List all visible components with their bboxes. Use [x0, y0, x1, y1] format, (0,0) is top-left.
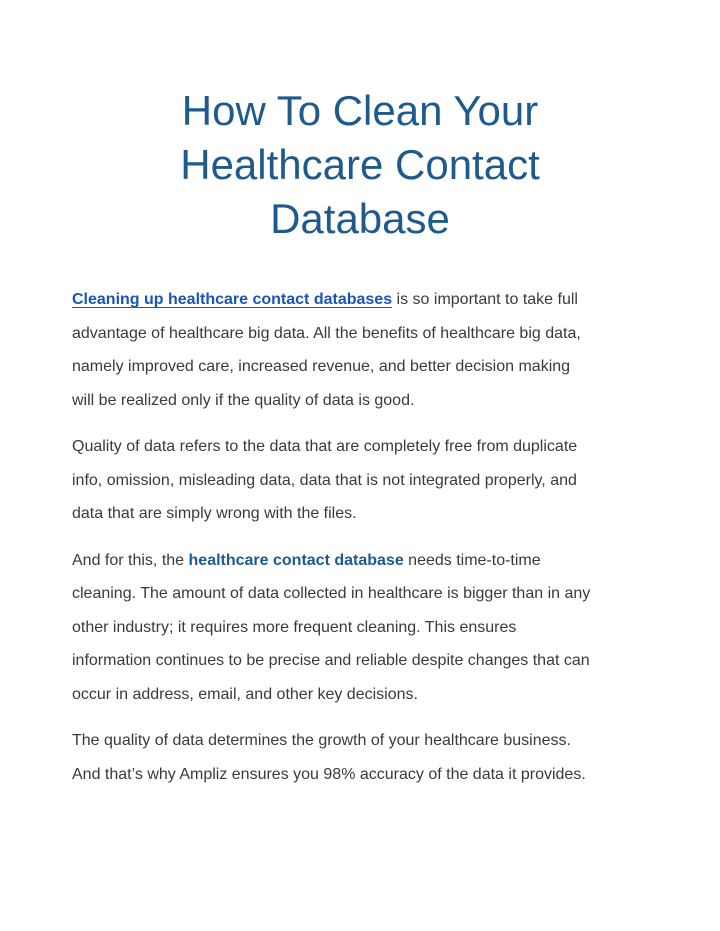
- healthcare-contact-database-emphasis: healthcare contact database: [188, 551, 404, 569]
- text-line: [72, 544, 672, 578]
- text-segment: And for this, the: [72, 551, 189, 569]
- text-line: advantage of healthcare big data. All the benefits of healthcare big data,: [72, 324, 581, 342]
- page-title: [0, 84, 720, 246]
- text-line: info, omission, misleading data, data that is not integrated properly, and: [72, 471, 577, 489]
- paragraph-3: [72, 544, 672, 712]
- text-line: other industry; it requires more frequent cleaning. This ensures: [72, 618, 517, 636]
- paragraph-4: [72, 724, 672, 791]
- text-segment: needs time-to-time: [403, 551, 541, 569]
- healthcare-database-cleaning-link[interactable]: Cleaning up healthcare contact databases: [72, 291, 393, 308]
- text-segment: is so important to take full: [392, 291, 578, 308]
- text-line: information continues to be precise and reliable despite changes that can: [72, 652, 590, 669]
- title-line: How To Clean Your: [181, 87, 539, 134]
- text-line: will be realized only if the quality of data is good.: [72, 391, 415, 409]
- text-line: occur in address, email, and other key decisions.: [72, 685, 418, 703]
- title-line: Healthcare Contact: [180, 141, 540, 188]
- paragraph-1: [72, 283, 672, 417]
- text-line: cleaning. The amount of data collected in healthcare is bigger than in any: [72, 585, 591, 602]
- article-body: [72, 283, 672, 804]
- text-line: data that are simply wrong with the files.: [72, 505, 357, 522]
- text-line: And that’s why Ampliz ensures you 98% accuracy of the data it provides.: [72, 765, 586, 783]
- text-line: namely improved care, increased revenue, and better decision making: [72, 358, 571, 375]
- text-line: Quality of data refers to the data that are completely free from duplicate: [72, 438, 578, 455]
- text-line: [72, 283, 672, 317]
- title-line: Database: [270, 195, 450, 242]
- text-line: The quality of data determines the growth of your healthcare business.: [72, 732, 571, 749]
- paragraph-2: [72, 430, 672, 531]
